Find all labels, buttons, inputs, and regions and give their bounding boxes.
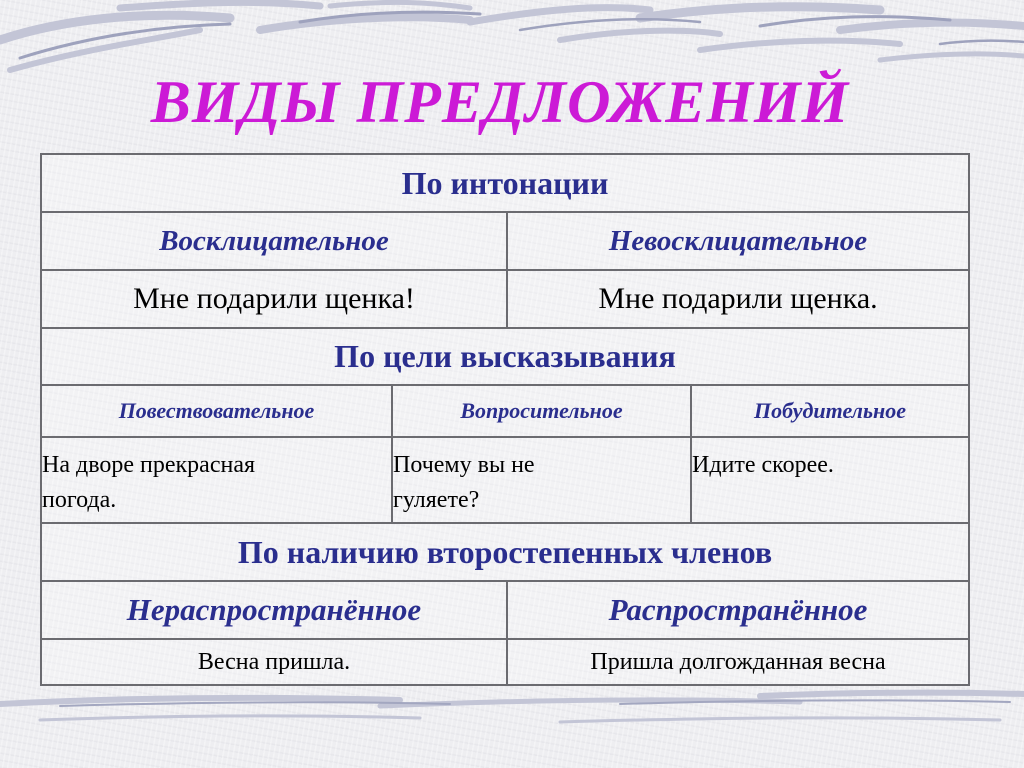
type-non-exclamatory: Невосклицательное xyxy=(506,211,968,269)
intonation-examples-row xyxy=(42,269,968,327)
type-declarative: Повествовательное xyxy=(42,384,391,436)
example-non-extended: Весна пришла. xyxy=(42,638,506,684)
members-examples-row xyxy=(42,638,968,684)
example-extended: Пришла долгожданная весна xyxy=(506,638,968,684)
purpose-examples-row xyxy=(42,436,968,522)
intonation-header-row xyxy=(42,155,968,211)
type-imperative: Побудительное xyxy=(690,384,968,436)
type-non-extended: Нераспространённое xyxy=(42,580,506,638)
purpose-header-row xyxy=(42,327,968,384)
members-types-row xyxy=(42,580,968,638)
example-imperative-line-1: Идите скорее. xyxy=(692,452,834,478)
example-interrogative-line-1: Почему вы не xyxy=(393,452,535,478)
type-exclamatory: Восклицательное xyxy=(42,211,506,269)
sentence-types-table xyxy=(40,153,970,686)
purpose-header: По цели высказывания xyxy=(42,327,968,384)
example-declarative xyxy=(42,436,391,522)
members-header: По наличию второстепенных членов xyxy=(42,522,968,580)
example-declarative-line-1: На дворе прекрасная xyxy=(42,452,256,478)
type-extended: Распространённое xyxy=(506,580,968,638)
example-declarative-line-2: погода. xyxy=(42,487,117,513)
example-imperative xyxy=(690,436,968,522)
example-interrogative-line-2: гуляете? xyxy=(393,487,480,513)
type-interrogative: Вопросительное xyxy=(391,384,690,436)
slide-title: ВИДЫ ПРЕДЛОЖЕНИЙ xyxy=(150,69,850,135)
purpose-types-row xyxy=(42,384,968,436)
intonation-header: По интонации xyxy=(401,164,609,201)
decorative-strokes-bottom xyxy=(0,684,1024,768)
members-header-row xyxy=(42,522,968,580)
example-non-exclamatory: Мне подарили щенка. xyxy=(506,269,968,327)
intonation-types-row xyxy=(42,211,968,269)
example-interrogative xyxy=(391,436,690,522)
example-exclamatory: Мне подарили щенка! xyxy=(42,269,506,327)
